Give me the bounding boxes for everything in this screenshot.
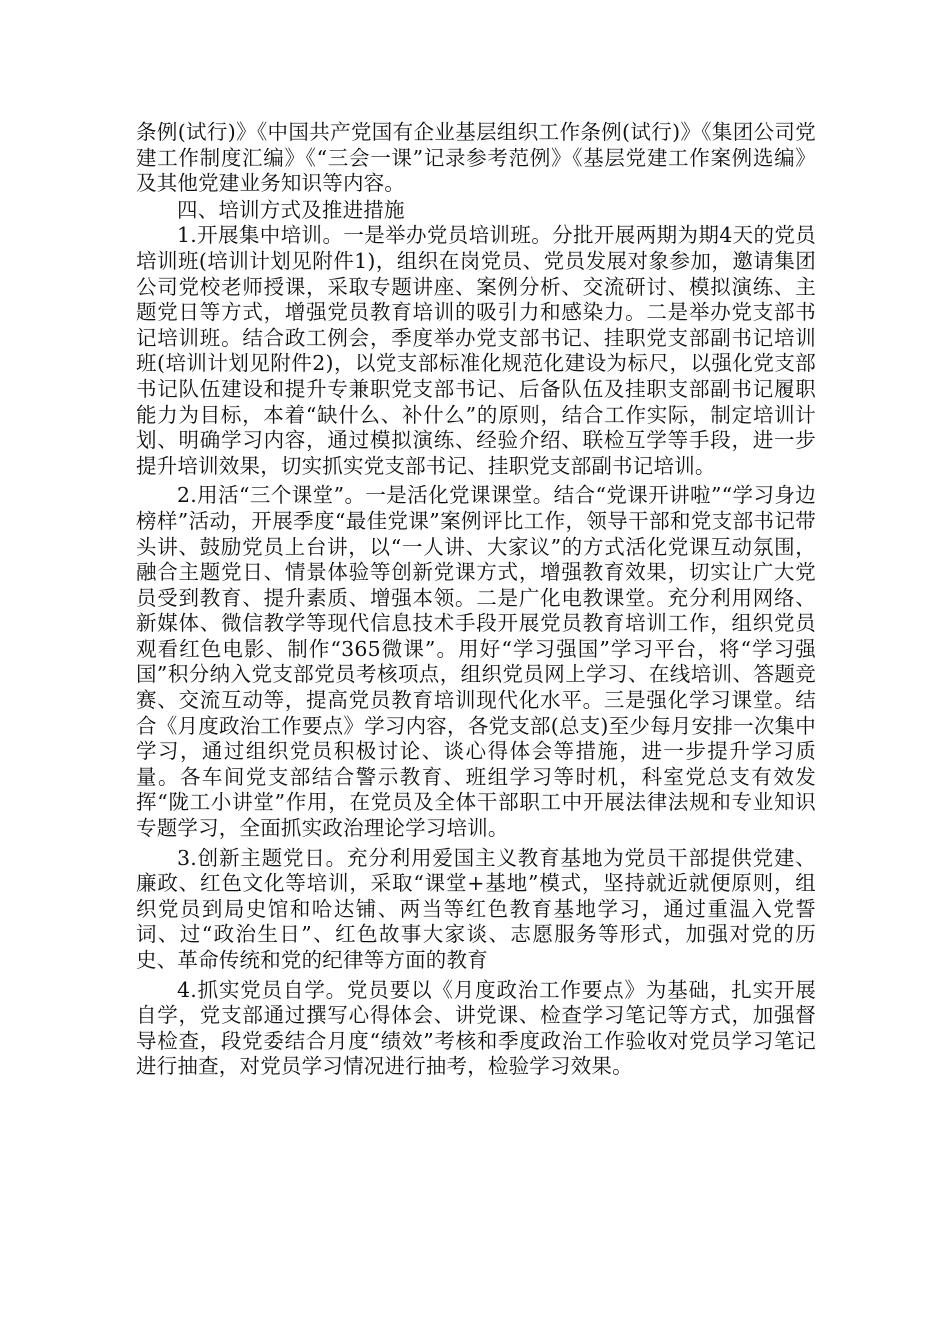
paragraph-theme-party-day: 3.创新主题党日。充分利用爱国主义教育基地为党员干部提供党建、廉政、红色文化等培训，采取“课堂+基地”模式，坚持就近就便原则，组织党员到局史馆和哈达铺、两当等红色教育基地学习，通过重温入党誓词、过“政治生日”、红色故事大家谈、志愿服务等形式，加强对党的历史、革命传统和党的纪律等方面的教育 — [136, 845, 816, 972]
paragraph-self-study: 4.抓实党员自学。党员要以《月度政治工作要点》为基础，扎实开展自学，党支部通过撰写心得体会、讲党课、检查学习笔记等方式，加强督导检查，段党委结合月度“绩效”考核和季度政治工作验收对党员学习笔记进行抽查，对党员学习情况进行抽考，检验学习效果。 — [136, 977, 816, 1079]
document-body — [136, 120, 816, 1080]
paragraph-centralized-training: 1.开展集中培训。一是举办党员培训班。分批开展两期为期4天的党员培训班(培训计划见附件1)，组织在岗党员、党员发展对象参加，邀请集团公司党校老师授课，采取专题讲座、案例分析、交流研讨、模拟演练、主题党日等方式，增强党员教育培训的吸引力和感染力。二是举办党支部书记培训班。结合政工例会，季度举办党支部书记、挂职党支部副书记培训班(培训计划见附件2)，以党支部标准化规范化建设为标尺，以强化党支部书记队伍建设和提升专兼职党支部书记、后备队伍及挂职支部副书记履职能力为目标，本着“缺什么、补什么”的原则，结合工作实际，制定培训计划、明确学习内容，通过模拟演练、经验介绍、联检互学等手段，进一步提升培训效果，切实抓实党支部书记、挂职党支部副书记培训。 — [136, 223, 816, 478]
section-heading: 四、培训方式及推进措施 — [177, 197, 405, 222]
paragraph-continuation: 条例(试行)》《中国共产党国有企业基层组织工作条例(试行)》《集团公司党建工作制度汇编》《“三会一课”记录参考范例》《基层党建工作案例选编》及其他党建业务知识等内容。 — [136, 120, 816, 196]
paragraph-three-classrooms: 2.用活“三个课堂”。一是活化党课课堂。结合“党课开讲啦”“学习身边榜样”活动，开展季度“最佳党课”案例评比工作，领导干部和党支部书记带头讲、鼓励党员上台讲，以“一人讲、大家议”的方式活化党课互动氛围，融合主题党日、情景体验等创新党课方式，增强教育效果，切实让广大党员受到教育、提升素质、增强本领。二是广化电教课堂。充分利用网络、新媒体、微信教学等现代信息技术手段开展党员教育培训工作，组织党员观看红色电影、制作“365微课”。用好“学习强国”学习平台，将“学习强国”积分纳入党支部党员考核项点，组织党员网上学习、在线培训、答题竞赛、交流互动等，提高党员教育培训现代化水平。三是强化学习课堂。结合《月度政治工作要点》学习内容，各党支部(总支)至少每月安排一次集中学习，通过组织党员积极讨论、谈心得体会等措施，进一步提升学习质量。各车间党支部结合警示教育、班组学习等时机，科室党总支有效发挥“陇工小讲堂”作用，在党员及全体干部职工中开展法律法规和专业知识专题学习，全面抓实政治理论学习培训。 — [136, 483, 816, 841]
